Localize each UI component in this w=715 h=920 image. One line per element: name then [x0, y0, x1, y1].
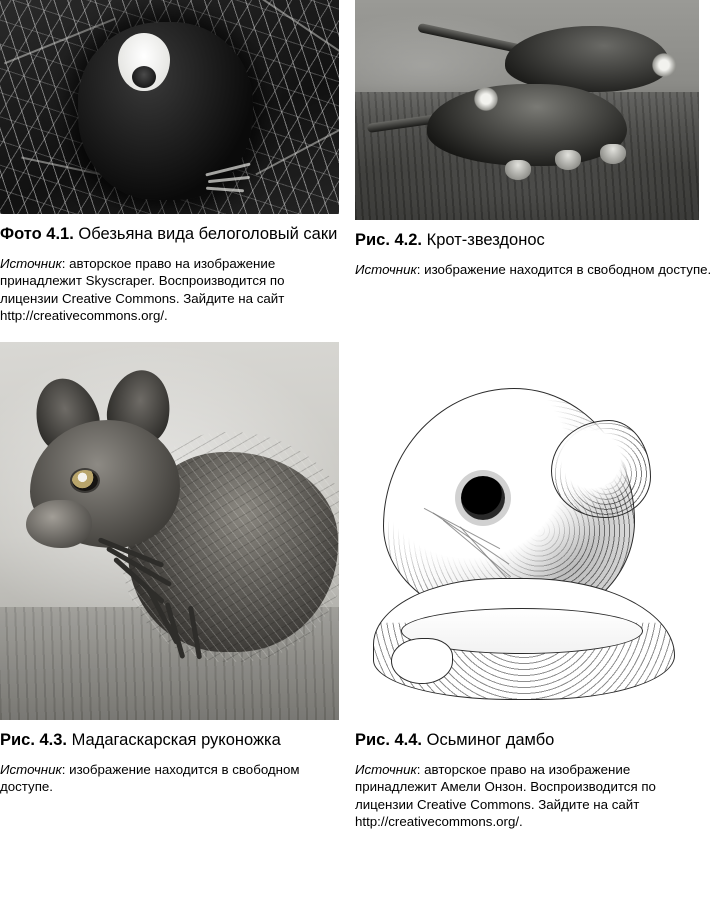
figure-4-3-source [0, 761, 343, 796]
figure-4-1-source-text: : авторское право на изображение принадлежит Skyscraper. Воспроизводится по лицензии Creative Commons. Зайдите на сайт http://creativecommons.org/. [0, 255, 285, 323]
figure-4-2-source-label: Источник [355, 261, 417, 277]
figure-4-2-caption [355, 230, 715, 252]
figure-4-1 [0, 0, 355, 324]
figure-4-1-source [0, 255, 343, 324]
figure-4-4-caption [355, 730, 715, 752]
figure-4-4-source-text: : авторское право на изображение принадлежит Амели Онзон. Воспроизводится по лицензии Creative Commons. Зайдите на сайт http://creativecommons.org/. [355, 762, 656, 829]
figure-4-3-title: Мадагаскарская руконожка [71, 731, 281, 750]
figure-4-4-label: Рис. 4.4. [355, 731, 423, 750]
figure-4-2-title: Крот-звездонос [426, 231, 545, 249]
figure-4-2-source [355, 261, 715, 278]
figure-4-3-caption [0, 730, 343, 752]
figure-4-1-caption [0, 224, 343, 246]
figure-4-1-label: Фото 4.1. [0, 225, 74, 243]
monkey-photo-image [0, 0, 339, 214]
figure-4-1-title: Обезьяна вида белоголовый саки [78, 225, 338, 243]
aye-aye-drawing-image [0, 342, 339, 720]
octopus-drawing-image [355, 342, 699, 720]
figure-4-3-source-label: Источник [0, 762, 62, 777]
figure-4-4 [355, 324, 715, 830]
figure-4-2-label: Рис. 4.2. [355, 231, 423, 249]
figure-4-4-title: Осьминог дамбо [426, 731, 555, 750]
figure-4-1-source-label: Источник [0, 255, 62, 271]
figure-4-4-source [355, 761, 715, 830]
figure-4-2 [355, 0, 715, 324]
mole-illustration-image [355, 0, 699, 220]
figure-4-2-source-text: : изображение находится в свободном доступе. [416, 261, 712, 277]
figure-4-4-source-label: Источник [355, 762, 417, 777]
figure-4-3 [0, 324, 355, 830]
figure-4-3-source-text: : изображение находится в свободном доступе. [0, 762, 300, 795]
figure-4-3-label: Рис. 4.3. [0, 731, 68, 750]
